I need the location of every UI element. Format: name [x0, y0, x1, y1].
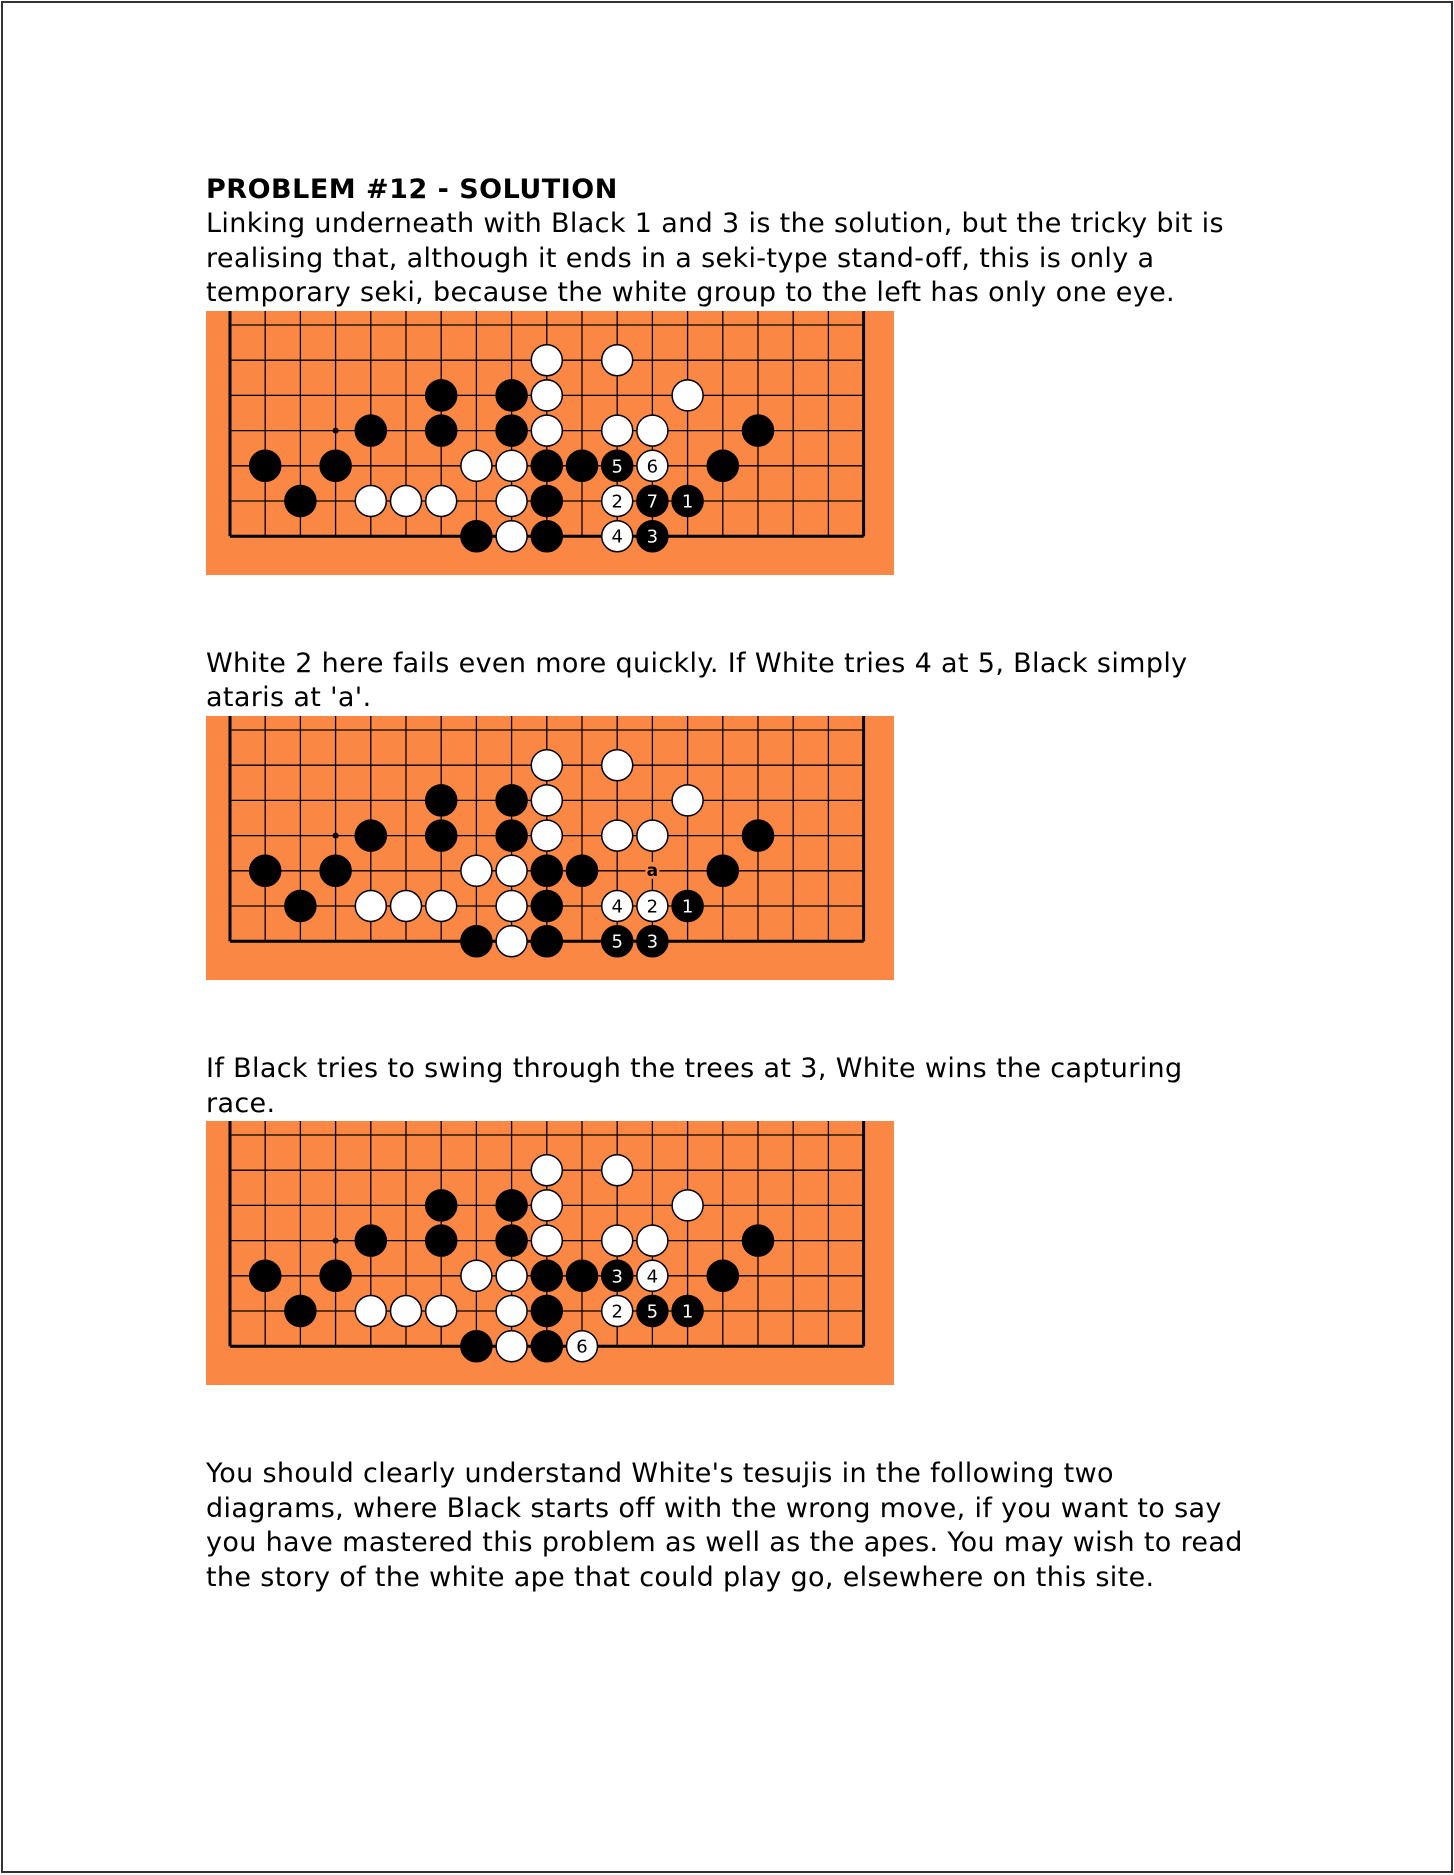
- black-stone: [531, 1260, 562, 1291]
- white-stone: [531, 1155, 562, 1186]
- go-diagram-2: [206, 716, 894, 980]
- black-stone: [320, 450, 351, 481]
- white-stone: [602, 485, 633, 516]
- black-stone: [672, 890, 703, 921]
- black-stone: [637, 926, 668, 957]
- black-stone: [567, 855, 598, 886]
- black-stone: [250, 855, 281, 886]
- black-stone: [355, 1225, 386, 1256]
- move-number: 4: [611, 896, 623, 918]
- paragraph-2: White 2 here fails even more quickly. If White tries 4 at 5, Black simply ataris at 'a'.: [206, 647, 1188, 714]
- white-stone: [531, 820, 562, 851]
- paragraph-1: Linking underneath with Black 1 and 3 is the solution, but the tricky bit is realising that, although it ends in a seki-type stand-off, this is only a temporary seki, because the white group to the left has only one eye.: [206, 208, 1224, 309]
- move-number: 3: [646, 526, 659, 548]
- black-stone: [320, 1260, 351, 1291]
- white-stone: [602, 520, 633, 551]
- white-stone: [602, 820, 633, 851]
- white-stone: [531, 1225, 562, 1256]
- black-stone: [531, 1296, 562, 1327]
- white-stone: [461, 1260, 492, 1291]
- white-stone: [496, 855, 527, 886]
- page: [1, 1, 1453, 1873]
- black-stone: [531, 855, 562, 886]
- black-stone: [531, 520, 562, 551]
- black-stone: [355, 415, 386, 446]
- board-label: a: [646, 860, 659, 881]
- black-stone: [426, 785, 457, 816]
- black-stone: [531, 1331, 562, 1362]
- black-stone: [531, 926, 562, 957]
- move-number: 2: [646, 896, 659, 918]
- black-stone: [672, 485, 703, 516]
- white-stone: [637, 415, 668, 446]
- white-stone: [355, 485, 386, 516]
- white-stone: [672, 1190, 703, 1221]
- paragraph-3: If Black tries to swing through the trees at 3, White wins the capturing race.: [206, 1052, 1183, 1119]
- black-stone: [320, 855, 351, 886]
- black-stone: [426, 380, 457, 411]
- white-stone: [602, 415, 633, 446]
- black-stone: [602, 450, 633, 481]
- white-stone: [602, 1225, 633, 1256]
- white-stone: [426, 485, 457, 516]
- black-stone: [250, 1260, 281, 1291]
- white-stone: [355, 1296, 386, 1327]
- white-stone: [672, 785, 703, 816]
- white-stone: [426, 1296, 457, 1327]
- black-stone: [567, 1260, 598, 1291]
- black-stone: [285, 1296, 316, 1327]
- white-stone: [391, 890, 422, 921]
- black-stone: [426, 1225, 457, 1256]
- go-diagram-1: [206, 311, 894, 575]
- white-stone: [496, 1260, 527, 1291]
- black-stone: [250, 450, 281, 481]
- white-stone: [637, 1225, 668, 1256]
- white-stone: [391, 485, 422, 516]
- black-stone: [567, 450, 598, 481]
- move-number: 5: [611, 456, 623, 478]
- white-stone: [426, 890, 457, 921]
- white-stone: [496, 890, 527, 921]
- black-stone: [531, 450, 562, 481]
- white-stone: [496, 1331, 527, 1362]
- star-point: [333, 1238, 339, 1244]
- page-title: PROBLEM #12 - SOLUTION: [206, 174, 618, 205]
- white-stone: [531, 1190, 562, 1221]
- document-body: [206, 173, 1246, 1596]
- black-stone: [426, 820, 457, 851]
- white-stone: [567, 1331, 598, 1362]
- black-stone: [426, 415, 457, 446]
- move-number: 5: [611, 931, 623, 953]
- black-stone: [496, 1225, 527, 1256]
- white-stone: [496, 926, 527, 957]
- black-stone: [426, 1190, 457, 1221]
- black-stone: [707, 855, 738, 886]
- black-stone: [496, 820, 527, 851]
- move-number: 6: [646, 456, 659, 478]
- black-stone: [637, 485, 668, 516]
- black-stone: [602, 926, 633, 957]
- move-number: 1: [681, 491, 694, 513]
- move-number: 2: [611, 491, 623, 513]
- white-stone: [531, 785, 562, 816]
- white-stone: [496, 485, 527, 516]
- white-stone: [602, 750, 633, 781]
- move-number: 3: [611, 1266, 623, 1288]
- white-stone: [602, 890, 633, 921]
- white-stone: [637, 820, 668, 851]
- move-number: 4: [646, 1266, 659, 1288]
- move-number: 6: [576, 1336, 588, 1358]
- black-stone: [531, 890, 562, 921]
- star-point: [333, 427, 339, 433]
- black-stone: [707, 450, 738, 481]
- black-stone: [531, 485, 562, 516]
- move-number: 1: [681, 1301, 694, 1323]
- white-stone: [531, 750, 562, 781]
- white-stone: [602, 1296, 633, 1327]
- white-stone: [637, 890, 668, 921]
- move-number: 2: [611, 1301, 623, 1323]
- black-stone: [672, 1296, 703, 1327]
- white-stone: [496, 1296, 527, 1327]
- white-stone: [531, 344, 562, 375]
- white-stone: [496, 450, 527, 481]
- star-point: [333, 833, 339, 839]
- black-stone: [496, 380, 527, 411]
- move-number: 5: [646, 1301, 659, 1323]
- white-stone: [391, 1296, 422, 1327]
- black-stone: [707, 1260, 738, 1291]
- white-stone: [496, 520, 527, 551]
- black-stone: [461, 926, 492, 957]
- paragraph-4: You should clearly understand White's tesujis in the following two diagrams, where Black starts off with the wrong move, if you want to say you have mastered this problem as well as the apes. You may wish to read the story of the white ape that could play go, elsewhere on this site.: [206, 1458, 1243, 1593]
- black-stone: [496, 785, 527, 816]
- black-stone: [637, 520, 668, 551]
- black-stone: [285, 485, 316, 516]
- white-stone: [602, 344, 633, 375]
- black-stone: [602, 1260, 633, 1291]
- white-stone: [461, 450, 492, 481]
- go-diagram-3: [206, 1121, 894, 1385]
- white-stone: [355, 890, 386, 921]
- white-stone: [637, 1260, 668, 1291]
- black-stone: [461, 520, 492, 551]
- white-stone: [531, 415, 562, 446]
- black-stone: [496, 415, 527, 446]
- black-stone: [496, 1190, 527, 1221]
- white-stone: [531, 380, 562, 411]
- black-stone: [285, 890, 316, 921]
- black-stone: [355, 820, 386, 851]
- move-number: 1: [681, 896, 694, 918]
- black-stone: [743, 820, 774, 851]
- move-number: 7: [646, 491, 659, 513]
- black-stone: [743, 1225, 774, 1256]
- black-stone: [743, 415, 774, 446]
- move-number: 3: [646, 931, 659, 953]
- white-stone: [602, 1155, 633, 1186]
- black-stone: [637, 1296, 668, 1327]
- black-stone: [461, 1331, 492, 1362]
- white-stone: [672, 380, 703, 411]
- white-stone: [461, 855, 492, 886]
- white-stone: [637, 450, 668, 481]
- move-number: 4: [611, 526, 623, 548]
